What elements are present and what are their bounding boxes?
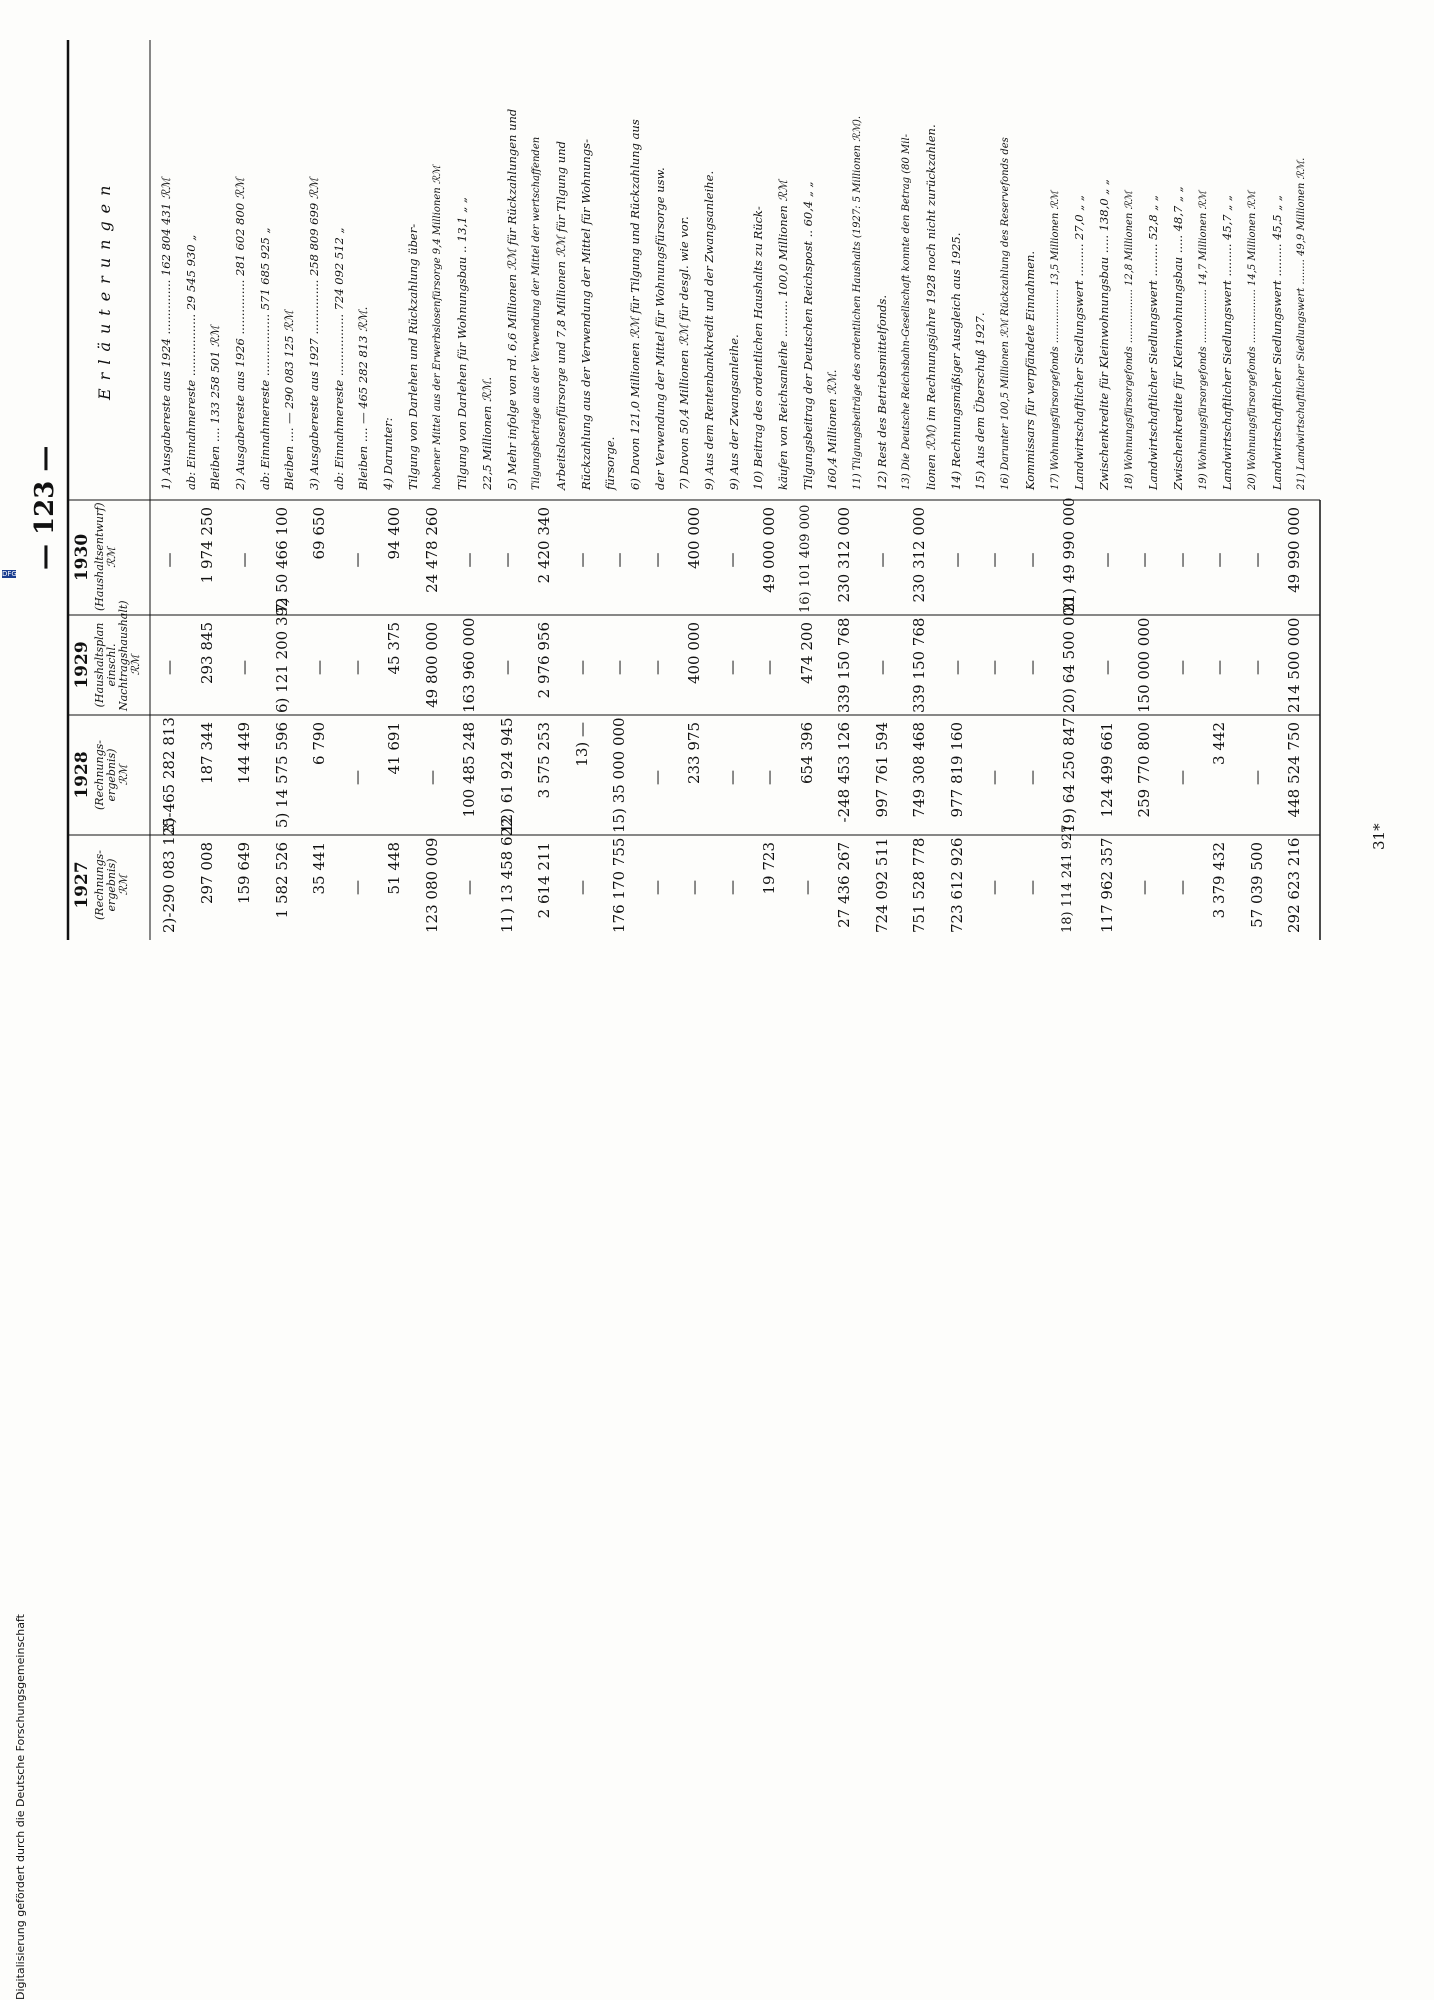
table-cell: 20) 64 500 000 <box>1060 597 1078 713</box>
column-year: 1927 <box>72 861 92 909</box>
table-cell: 45 375 <box>385 622 403 675</box>
footnote-line: 13) Die Deutsche Reichsbahn-Gesellschaft konnte den Betrag (80 Mil- <box>901 133 913 490</box>
table-cell: 16) 101 409 000 <box>797 504 813 613</box>
table-cell: 997 761 594 <box>872 722 891 818</box>
table-cell: 293 845 <box>197 622 216 685</box>
table-cell: 400 000 <box>685 507 703 570</box>
table-cell: — <box>1135 880 1153 895</box>
footnote-line: Tilgungsbeträge aus der Verwendung der Mittel der wertschaffenden <box>531 136 543 490</box>
footnote-line: 4) Darunter: <box>381 417 396 490</box>
footnote-line: 6) Davon 121,0 Millionen ℛℳ für Tilgung und Rückzahlung aus <box>627 119 642 490</box>
table-cell: — <box>947 552 966 568</box>
table-cell: 2)-290 083 125 <box>160 817 178 933</box>
table-cell: 2 976 956 <box>535 622 553 699</box>
table-cell: — <box>685 880 703 895</box>
table-cell: 12) 61 924 945 <box>497 717 516 833</box>
table-cell: — <box>235 660 253 675</box>
table-cell: — <box>310 660 328 675</box>
footnote-line: Bleiben .... — 290 083 125 ℛℳ <box>282 310 297 490</box>
table-cell: — <box>497 660 516 675</box>
footnote-line: 20) Wohnungsfürsorgefonds ................. 14,5 Millionen ℛℳ <box>1246 190 1258 490</box>
table-cell: 7) 50 466 100 <box>272 506 291 613</box>
footnote-line: Landwirtschaftlicher Siedlungswert ......... 27,0 „ „ <box>1072 195 1087 490</box>
table-cell: — <box>572 552 591 568</box>
table-cell: 230 312 000 <box>910 507 928 603</box>
table-cell: — <box>722 880 741 895</box>
footnote-line: Bleiben .... 133 258 501 ℛℳ <box>208 325 223 490</box>
table-cell: 117 962 357 <box>1097 837 1116 933</box>
footnote-line: 2) Ausgabereste aus 1926 ............... 281 602 800 ℛℳ <box>233 177 248 490</box>
column-subtitle-line: ℛℳ <box>129 654 142 676</box>
table-cell: 977 819 160 <box>947 722 966 818</box>
table-cell: -248 453 126 <box>835 722 853 823</box>
table-cell: — <box>872 660 891 675</box>
column-subtitle-line: Nachtragshaushalt) <box>117 600 130 711</box>
footnote-line: 18) Wohnungsfürsorgefonds ................. 12,8 Millionen ℛℳ <box>1123 190 1135 490</box>
table-cell: 24 478 260 <box>422 507 441 593</box>
table-cell: — <box>1135 552 1153 568</box>
explanations-header: Erläuterungen <box>95 177 114 400</box>
table-cell: 2 420 340 <box>535 507 553 584</box>
table-cell: 124 499 661 <box>1097 722 1116 818</box>
footnote-line: 3) Ausgabereste aus 1927 ............... 258 809 699 ℛℳ <box>307 177 322 490</box>
column-subtitle-line: ℛℳ <box>117 874 130 896</box>
table-cell: 150 000 000 <box>1135 617 1153 713</box>
footnote-line: Rückzahlung aus der Verwendung der Mittel für Wohnungs- <box>578 139 593 490</box>
table-cell: — <box>722 552 741 568</box>
footnote-line: 12) Rest des Betriebsmittelfonds. <box>874 294 889 490</box>
footnote-line: 15) Aus dem Überschuß 1927. <box>973 312 988 490</box>
table-cell: — <box>1247 552 1266 568</box>
table-cell: 18) 114 241 927 <box>1060 824 1075 933</box>
table-cell: — <box>460 552 478 568</box>
column-year: 1928 <box>72 751 92 799</box>
table-cell: 11) 13 458 622 <box>497 817 516 933</box>
table-cell: 163 960 000 <box>460 617 478 713</box>
table-cell: — <box>422 770 441 785</box>
column-year: 1929 <box>72 641 92 689</box>
table-cell: 654 396 <box>797 722 816 785</box>
table-cell: — <box>1210 552 1228 568</box>
table-cell: 6 790 <box>310 722 328 765</box>
table-cell: — <box>1172 660 1191 675</box>
table-cell: 49 000 000 <box>760 507 778 593</box>
footnote-line: Tilgung von Darlehen und Rückzahlung über- <box>405 223 420 490</box>
table-cell: 3)-465 282 813 <box>160 717 178 833</box>
table-cell: 749 308 468 <box>910 722 928 818</box>
column-subtitle <box>94 839 130 931</box>
footnote-line: käufen von Reichsanleihe .......... 100,0 Millionen ℛℳ <box>776 180 791 490</box>
table-cell: — <box>1172 880 1191 895</box>
table-cell: — <box>722 770 741 785</box>
column-year: 1930 <box>72 533 92 582</box>
footnote-line: 7) Davon 50,4 Millionen ℛℳ für desgl. wie vor. <box>677 216 692 490</box>
dfg-logo: DFG <box>2 570 17 578</box>
table-cell: 230 312 000 <box>835 507 853 603</box>
footnote-line: 16) Darunter 100,5 Millionen ℛℳ Rückzahlung des Reservefonds des <box>1000 137 1012 490</box>
table-cell: 159 649 <box>235 842 253 905</box>
table-cell: 724 092 511 <box>872 837 891 933</box>
table-cell: 214 500 000 <box>1285 617 1303 713</box>
column-subtitle-line: (Rechnungs- <box>93 850 106 920</box>
table-cell: 2 614 211 <box>535 842 553 919</box>
column-subtitle-line: (Rechnungs- <box>93 740 106 810</box>
column-subtitle-line: ℛℳ <box>105 547 118 568</box>
footnote-line: Landwirtschaftlicher Siedlungswert ......... 52,8 „ „ <box>1146 195 1161 490</box>
column-subtitle-line: ergebnis) <box>105 748 118 802</box>
table-cell: — <box>1022 552 1041 568</box>
table-cell: 3 575 253 <box>535 722 553 799</box>
table-cell: — <box>347 660 366 675</box>
table-cell: — <box>610 660 628 675</box>
table-cell: — <box>985 552 1003 568</box>
table-cell: — <box>160 660 178 675</box>
credit-bar <box>2 570 27 2000</box>
table-cell: — <box>1247 770 1266 785</box>
table-cell: — <box>347 880 366 895</box>
table-cell: 15) 35 000 000 <box>610 717 628 833</box>
footnote-line: 17) Wohnungsfürsorgefonds ................. 13,5 Millionen ℛℳ <box>1049 190 1061 490</box>
table-cell: 27 436 267 <box>835 842 853 928</box>
page-number: — 123 — <box>30 445 60 570</box>
footnote-line: 10) Beitrag des ordentlichen Haushalts zu Rück- <box>751 206 766 490</box>
table-cell: 1 974 250 <box>197 507 216 584</box>
table-cell: 49 800 000 <box>422 622 441 708</box>
footnote-line: Zwischenkredite für Kleinwohnungsbau ..... 138,0 „ „ <box>1096 179 1111 490</box>
table-cell: — <box>1022 770 1041 785</box>
table-cell: 19) 64 250 847 <box>1060 717 1078 833</box>
footnote-line: ab: Einnahmereste ................. 571 685 925 „ <box>257 227 272 490</box>
table-cell: 123 080 009 <box>422 837 441 933</box>
table-cell: — <box>497 552 516 568</box>
column-subtitle <box>93 600 142 711</box>
footnote-line: 11) Tilgungsbeiträge des ordentlichen Haushalts (1927: 5 Millionen ℛℳ). <box>852 115 864 490</box>
footnote-line: Tilgung von Darlehen für Wohnungsbau .. 13,1 „ „ <box>455 197 470 490</box>
table-cell: 233 975 <box>685 722 703 785</box>
table-cell: 292 623 216 <box>1285 837 1303 933</box>
table-cell: — <box>1022 660 1041 675</box>
table-cell: — <box>722 660 741 675</box>
table-cell: 176 170 755 <box>610 837 628 933</box>
table-cell: 400 000 <box>685 622 703 685</box>
footnote-line: Zwischenkredite für Kleinwohnungsbau ..... 48,7 „ „ <box>1170 186 1185 490</box>
table-cell: — <box>1172 770 1191 785</box>
table-cell: — <box>985 880 1003 895</box>
footnote-line: 22,5 Millionen ℛℳ. <box>479 376 494 490</box>
table-cell: — <box>985 770 1003 785</box>
table-cell: 94 400 <box>385 507 403 560</box>
table-cell: 13) — <box>572 722 591 767</box>
footnote-line: Kommissars für verpfändete Einnahmen. <box>1022 250 1037 490</box>
footnote-line: 19) Wohnungsfürsorgefonds ................. 14,7 Millionen ℛℳ <box>1197 190 1209 490</box>
footnote-line: ab: Einnahmereste ................. 724 092 512 „ <box>331 227 346 490</box>
table-cell: 35 441 <box>310 842 328 895</box>
column-subtitle-line: einschl. <box>105 643 118 687</box>
table-cell: 187 344 <box>197 722 216 785</box>
table-cell: — <box>947 660 966 675</box>
table-cell: 6) 121 200 392 <box>272 597 291 713</box>
footnote-line: fürsorge. <box>603 436 618 490</box>
table-cell: 69 650 <box>310 507 328 560</box>
table-cell: — <box>872 552 891 568</box>
column-subtitle-line: (Haushaltsplan <box>93 622 106 708</box>
column-subtitle-line: (Haushaltsentwurf) <box>93 502 106 611</box>
table-cell: 19 723 <box>760 842 778 895</box>
table-cell: 723 612 926 <box>947 837 966 933</box>
table-cell: 1 582 526 <box>272 842 291 919</box>
table-cell: 259 770 800 <box>1135 722 1153 818</box>
column-subtitle <box>94 504 118 611</box>
table-cell: — <box>647 660 666 675</box>
table-cell: 57 039 500 <box>1247 842 1266 928</box>
table-cell: — <box>647 770 666 785</box>
table-cell: 3 442 <box>1210 722 1228 765</box>
table-cell: — <box>347 770 366 785</box>
table-cell: — <box>1022 880 1041 895</box>
table-cell: — <box>1247 660 1266 675</box>
footnote-line: 14) Rechnungsmäßiger Ausgleich aus 1925. <box>948 232 963 490</box>
column-subtitle-line: ℛℳ <box>117 764 130 786</box>
table-cell: — <box>235 552 253 568</box>
footnote-line: Bleiben .... — 465 282 813 ℛℳ. <box>356 306 371 490</box>
footnote-line: der Verwendung der Mittel für Wohnungsfürsorge usw. <box>652 167 667 490</box>
footnote-line: lionen ℛℳ) im Rechnungsjahre 1928 noch nicht zurückzahlen. <box>924 124 939 490</box>
footnote-line: Arbeitslosenfürsorge und 7,8 Millionen ℛℳ für Tilgung und <box>553 141 568 490</box>
table-cell: — <box>760 770 778 785</box>
table-cell: 144 449 <box>235 722 253 785</box>
table-cell: — <box>985 660 1003 675</box>
footnote-line: Tilgungsbeitrag der Deutschen Reichspost .. 60,4 „ „ <box>800 181 815 490</box>
table-cell: 339 150 768 <box>835 617 853 713</box>
footnote-line: Landwirtschaftlicher Siedlungswert ......... 45,5 „ „ <box>1269 195 1284 490</box>
table-cell: — <box>797 880 816 895</box>
footnote-line: 9) Aus der Zwangsanleihe. <box>726 334 741 490</box>
table-cell: 21) 49 990 000 <box>1060 497 1078 613</box>
table-cell: — <box>572 660 591 675</box>
table-cell: — <box>160 552 178 568</box>
table-cell: — <box>610 552 628 568</box>
table-cell: — <box>347 552 366 568</box>
column-subtitle <box>94 719 130 831</box>
footnote-line: 21) Landwirtschaftlicher Siedlungswert ........ 49,9 Millionen ℛℳ. <box>1296 157 1308 490</box>
table-cell: 751 528 778 <box>910 837 928 933</box>
table-cell: — <box>647 552 666 568</box>
table-cell: 474 200 <box>797 622 816 685</box>
table-cell: — <box>1172 552 1191 568</box>
footnote-line: hobener Mittel aus der Erwerbslosenfürsorge 9,4 Millionen ℛℳ <box>432 165 444 490</box>
footnote-line: ab: Einnahmereste ................. 29 545 930 „ <box>183 234 198 490</box>
page-signature: 31* <box>1370 823 1388 850</box>
table-cell: — <box>572 880 591 895</box>
table-cell: — <box>1097 552 1116 568</box>
column-subtitle-line: ergebnis) <box>105 858 118 912</box>
table-cell: 5) 14 575 596 <box>272 722 291 829</box>
table-cell: — <box>460 880 478 895</box>
footnote-line: 160,4 Millionen ℛℳ. <box>825 369 840 490</box>
table-cell: 51 448 <box>385 842 403 895</box>
table-cell: 49 990 000 <box>1285 507 1303 593</box>
table-cell: 448 524 750 <box>1285 722 1303 818</box>
table-cell: — <box>1210 660 1228 675</box>
credit-text: Digitalisierung gefördert durch die Deutsche Forschungsgemeinschaft <box>14 1614 27 2000</box>
table-cell: 297 008 <box>197 842 216 905</box>
table-cell: 3 379 432 <box>1210 842 1228 919</box>
table-cell: — <box>1097 660 1116 675</box>
footnote-line: 5) Mehr infolge von rd. 6,6 Millionen ℛℳ für Rückzahlungen und <box>504 108 519 490</box>
table-cell: — <box>760 660 778 675</box>
table-cell: — <box>647 880 666 895</box>
table-cell: 41 691 <box>385 722 403 775</box>
table-cell: 100 485 248 <box>460 722 478 818</box>
footnote-line: Landwirtschaftlicher Siedlungswert ......... 45,7 „ „ <box>1220 195 1235 490</box>
table-cell: 339 150 768 <box>910 617 928 713</box>
footnote-line: 9) Aus dem Rentenbankkredit und der Zwangsanleihe. <box>701 170 716 490</box>
footnote-line: 1) Ausgabereste aus 1924 ............... 162 804 431 ℛℳ <box>159 177 173 490</box>
